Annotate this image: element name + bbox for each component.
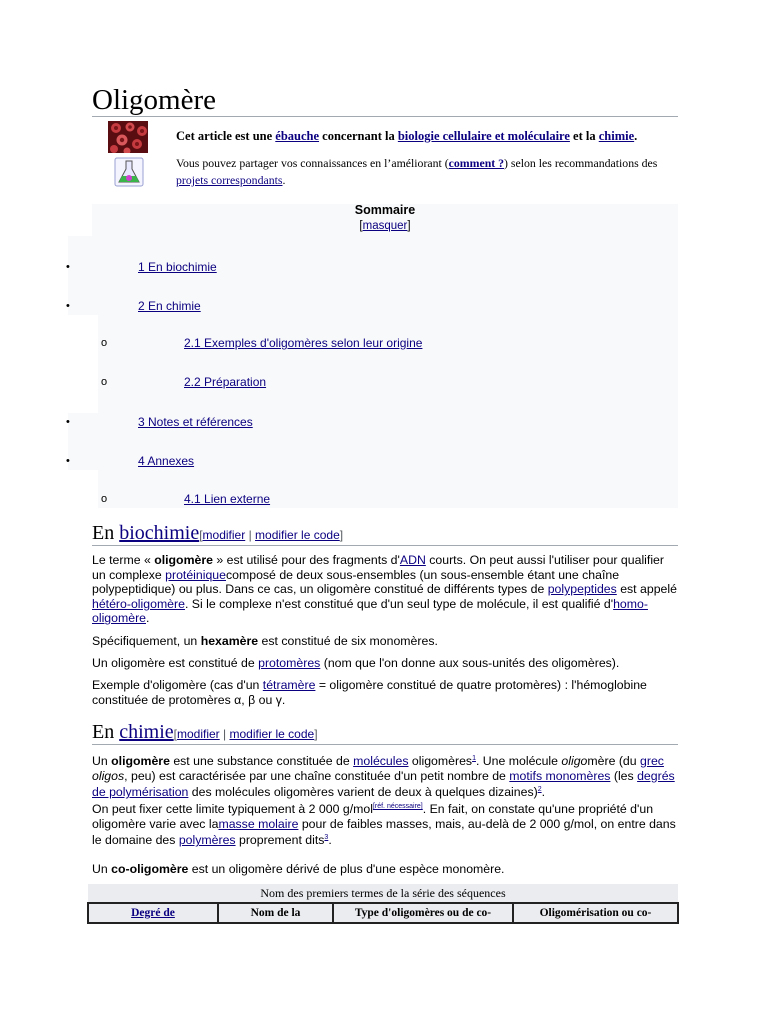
link-biologie[interactable]: biologie cellulaire et moléculaire: [397, 129, 570, 143]
text: Un: [92, 862, 112, 876]
text: , peu) est caractérisée par une chaîne constituée d'un petit nombre de: [124, 768, 510, 783]
link-molecules[interactable]: molécules: [353, 754, 409, 769]
stub-text: concernant la: [322, 129, 395, 143]
text: = oligomère constitué de quatre protomères) : l'hémoglobine constituée de protomères α, β ou γ.: [92, 678, 647, 707]
text: pour de faibles masses, mais, au-delà de 2 000 g/mol, on entre dans le domaine des: [92, 816, 676, 848]
stub-text: ) selon les recommandations des: [504, 156, 658, 170]
link-motifs-monomeres[interactable]: motifs monomères: [509, 768, 611, 783]
link-comment[interactable]: comment ?: [448, 156, 505, 170]
oligomer-series-table: [87, 902, 679, 924]
text: est une substance constituée de: [169, 754, 354, 769]
text: composé de deux sous-ensembles (un sous-ensemble étant une chaîne polypeptidique) ou plus. Dans ce cas, un oligomère constitué de différents types de: [92, 567, 620, 597]
text: courts. On peut aussi l'utiliser pour qualifier un complexe: [92, 553, 664, 582]
text: proprement dits: [235, 833, 325, 848]
table-caption: Nom des premiers termes de la série des séquences: [88, 884, 678, 902]
text: est constitué de six monomères.: [258, 634, 438, 648]
stub-text: .: [634, 129, 638, 143]
heading-link-biochimie[interactable]: biochimie: [119, 522, 200, 544]
text: est appelé: [616, 582, 677, 597]
stub-notice-title: [176, 129, 637, 144]
italic-term: oligos: [92, 768, 125, 783]
reference-1[interactable]: 1: [472, 755, 476, 762]
link-masse-molaire[interactable]: masse molaire: [218, 816, 299, 831]
separator: |: [245, 528, 256, 542]
text: . Une molécule: [475, 754, 562, 769]
text: Spécifiquement, un: [92, 634, 201, 648]
link-chimie[interactable]: chimie: [598, 129, 635, 143]
link-ebauche[interactable]: ébauche: [275, 129, 320, 143]
text: mère (du: [587, 754, 641, 769]
edit-code-link[interactable]: modifier le code: [255, 528, 340, 542]
toc-circle: o: [101, 493, 108, 505]
heading-link-chimie[interactable]: chimie: [119, 721, 174, 743]
toc-bullet: •: [66, 416, 70, 428]
bracket: [: [199, 528, 203, 542]
table-header: Nom de la: [218, 903, 333, 923]
bracket: ]: [314, 727, 318, 741]
reference-2[interactable]: 2: [537, 786, 542, 794]
reference-needed[interactable]: [réf. nécessaire]: [372, 802, 423, 810]
toc-hide-link[interactable]: masquer: [362, 220, 408, 232]
title-rule: [92, 116, 678, 117]
link-hetero-oligomere[interactable]: hétéro-oligomère: [92, 596, 185, 611]
text: des molécules oligomères varient de deux à quelques dizaines): [188, 785, 538, 800]
toc-circle: o: [101, 376, 108, 388]
toc-item-lien-externe[interactable]: 4.1 Lien externe: [184, 492, 271, 506]
toc-title: Sommaire: [354, 203, 416, 217]
text: . En fait, on constate qu'une propriété d'un oligomère varie avec la: [92, 802, 654, 831]
heading-text: En: [92, 522, 115, 544]
toc-item-notes[interactable]: 3 Notes et références: [138, 415, 253, 429]
paragraph: [92, 553, 678, 626]
table-header: Oligomérisation ou co-: [513, 903, 678, 923]
text: (nom que l'on donne aux sous-unités des oligomères).: [320, 656, 620, 670]
text: .: [541, 785, 546, 800]
link-proteinique[interactable]: protéinique: [165, 567, 226, 582]
stub-text: .: [282, 173, 286, 187]
text: .: [328, 833, 332, 848]
toc-bullet: •: [66, 455, 70, 467]
text: . Si le complexe n'est constitué que d'un seul type de molécule, il est qualifié d': [184, 596, 614, 611]
paragraph: [92, 634, 678, 649]
toc-item-en-biochimie[interactable]: 1 En biochimie: [138, 260, 217, 274]
section-heading-biochimie: [92, 522, 343, 545]
edit-link[interactable]: modifier: [202, 528, 246, 542]
stub-text: et la: [573, 129, 596, 143]
bold-term: co-oligomère: [111, 862, 189, 876]
table-header: Type d'oligomères ou de co-: [333, 903, 513, 923]
text: Le terme «: [92, 553, 155, 567]
reference-3[interactable]: 3: [324, 834, 329, 842]
toc-item-preparation[interactable]: 2.2 Préparation: [184, 375, 267, 389]
toc-circle: o: [101, 337, 108, 349]
link-tetramere[interactable]: tétramère: [262, 678, 316, 692]
edit-links: [199, 528, 343, 542]
text: oligomères: [408, 754, 473, 769]
toc-toggle: [92, 220, 678, 232]
bold-term: oligomère: [111, 754, 170, 769]
paragraph: [92, 862, 678, 877]
bracket: [: [359, 220, 363, 232]
section-rule: [92, 744, 678, 745]
heading-text: En: [92, 721, 115, 743]
table-header-row: [88, 903, 678, 923]
stub-text: Cet article est une: [176, 129, 273, 143]
toc-bullet: •: [66, 261, 70, 273]
toc-indent-gap: [68, 315, 98, 413]
toc-indent-gap: [68, 470, 98, 508]
link-polymeres[interactable]: polymères: [178, 833, 236, 848]
bracket: ]: [339, 528, 344, 542]
link-adn[interactable]: ADN: [399, 553, 426, 567]
link-projets[interactable]: projets correspondants: [176, 173, 283, 187]
stub-notice-body: [176, 155, 676, 189]
chemistry-flask-icon: [112, 156, 146, 188]
bracket: ]: [407, 220, 411, 232]
paragraph: [92, 656, 678, 671]
link-homo-oligomere[interactable]: homo-oligomère: [92, 596, 648, 626]
link-protomeres[interactable]: protomères: [258, 656, 321, 670]
cell-image-icon: [108, 121, 148, 153]
separator: |: [219, 727, 230, 741]
text: .: [146, 611, 150, 626]
paragraph: [92, 752, 678, 848]
bold-term: oligomère: [154, 553, 213, 567]
bracket: [: [173, 727, 177, 741]
text: On peut fixer cette limite typiquement à 2 000 g/mol: [92, 802, 373, 817]
toc-item-annexes[interactable]: 4 Annexes: [138, 454, 195, 468]
bold-term: hexamère: [200, 634, 259, 648]
edit-links: [174, 727, 318, 741]
italic-term: oligo: [561, 754, 588, 769]
edit-code-link[interactable]: modifier le code: [229, 727, 315, 741]
toc-item-exemples[interactable]: 2.1 Exemples d'oligomères selon leur origine: [184, 336, 423, 350]
link-degres-polymerisation[interactable]: degrés de polymérisation: [92, 768, 675, 800]
text: (les: [610, 768, 638, 783]
table-header[interactable]: [88, 903, 218, 923]
edit-link[interactable]: modifier: [177, 727, 220, 741]
page-title: Oligomère: [92, 84, 217, 116]
text: Un: [92, 754, 112, 769]
paragraph: [92, 678, 678, 707]
text: est un oligomère dérivé de plus d'une espèce monomère.: [188, 862, 505, 876]
section-heading-chimie: [92, 721, 318, 744]
text: Un oligomère est constitué de: [92, 656, 259, 670]
text: » est utilisé pour des fragments d': [212, 553, 400, 567]
link-grec[interactable]: grec: [640, 754, 664, 769]
toc-item-en-chimie[interactable]: 2 En chimie: [138, 299, 201, 313]
toc-bullet: •: [66, 300, 70, 312]
link-polypeptides[interactable]: polypeptides: [547, 582, 617, 597]
text: Exemple d'oligomère (cas d'un: [92, 678, 263, 692]
stub-text: Vous pouvez partager vos connaissances en l’améliorant (: [176, 156, 449, 170]
header-link-degre[interactable]: Degré de: [131, 907, 175, 919]
section-rule: [92, 545, 678, 546]
